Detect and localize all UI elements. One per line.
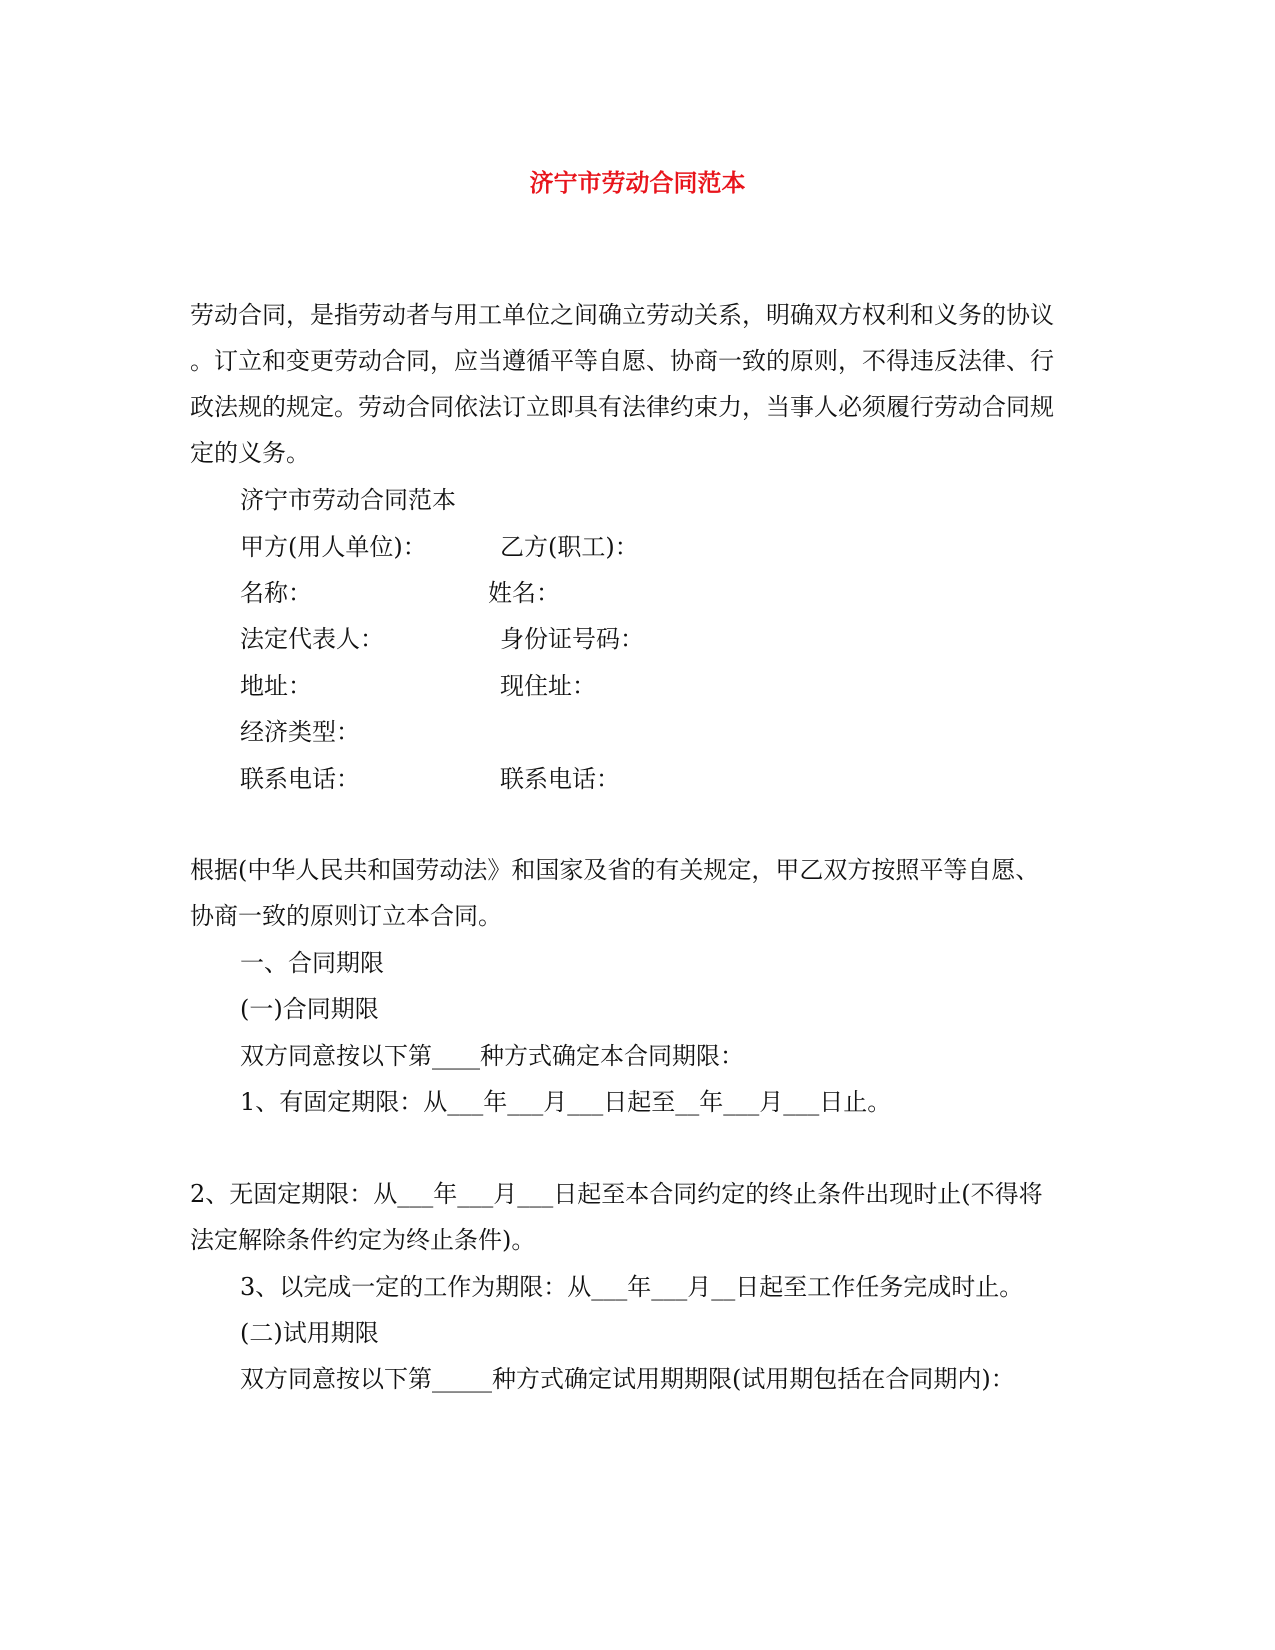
- term-option-2-cont: 法定解除条件约定为终止条件)。: [190, 1226, 536, 1254]
- party-right-employee: 乙方(职工)：: [500, 533, 639, 561]
- probation-intro: 双方同意按以下第_____种方式确定试用期期限(试用期包括在合同期内)：: [240, 1365, 1015, 1393]
- term-intro: 双方同意按以下第____种方式确定本合同期限：: [240, 1042, 744, 1070]
- subsection-heading: (二)试用期限: [240, 1319, 379, 1347]
- subsection-heading: (一)合同期限: [240, 995, 379, 1023]
- basis-line: 根据(中华人民共和国劳动法》和国家及省的有关规定，甲乙双方按照平等自愿、: [190, 856, 1040, 884]
- term-option-3: 3、以完成一定的工作为期限：从___年___月__日起至工作任务完成时止。: [240, 1273, 1024, 1301]
- intro-line: 劳动合同，是指劳动者与用工单位之间确立劳动关系，明确双方权利和义务的协议: [190, 301, 1054, 329]
- party-right-id-number: 身份证号码：: [500, 625, 644, 653]
- party-left-phone: 联系电话：: [240, 765, 360, 793]
- party-left-economic-type: 经济类型：: [240, 718, 360, 746]
- intro-line: 定的义务。: [190, 439, 310, 467]
- section-heading: 一、合同期限: [240, 949, 384, 977]
- party-right-address: 现住址：: [500, 672, 596, 700]
- intro-line: 政法规的规定。劳动合同依法订立即具有法律约束力，当事人必须履行劳动合同规: [190, 393, 1054, 421]
- term-option-2: 2、无固定期限：从___年___月___日起至本合同约定的终止条件出现时止(不得将: [190, 1180, 1043, 1208]
- document-title: 济宁市劳动合同范本: [529, 168, 746, 197]
- party-left-address: 地址：: [240, 672, 312, 700]
- basis-line: 协商一致的原则订立本合同。: [190, 902, 502, 930]
- party-right-name: 姓名：: [488, 579, 560, 607]
- party-right-phone: 联系电话：: [500, 765, 620, 793]
- term-option-1: 1、有固定期限：从___年___月___日起至__年___月___日止。: [240, 1088, 892, 1116]
- intro-line: 。订立和变更劳动合同，应当遵循平等自愿、协商一致的原则，不得违反法律、行: [190, 347, 1054, 375]
- party-left-name: 名称：: [240, 579, 312, 607]
- party-left-employer: 甲方(用人单位)：: [240, 533, 427, 561]
- party-left-legal-rep: 法定代表人：: [240, 625, 384, 653]
- contract-subtitle: 济宁市劳动合同范本: [240, 486, 456, 514]
